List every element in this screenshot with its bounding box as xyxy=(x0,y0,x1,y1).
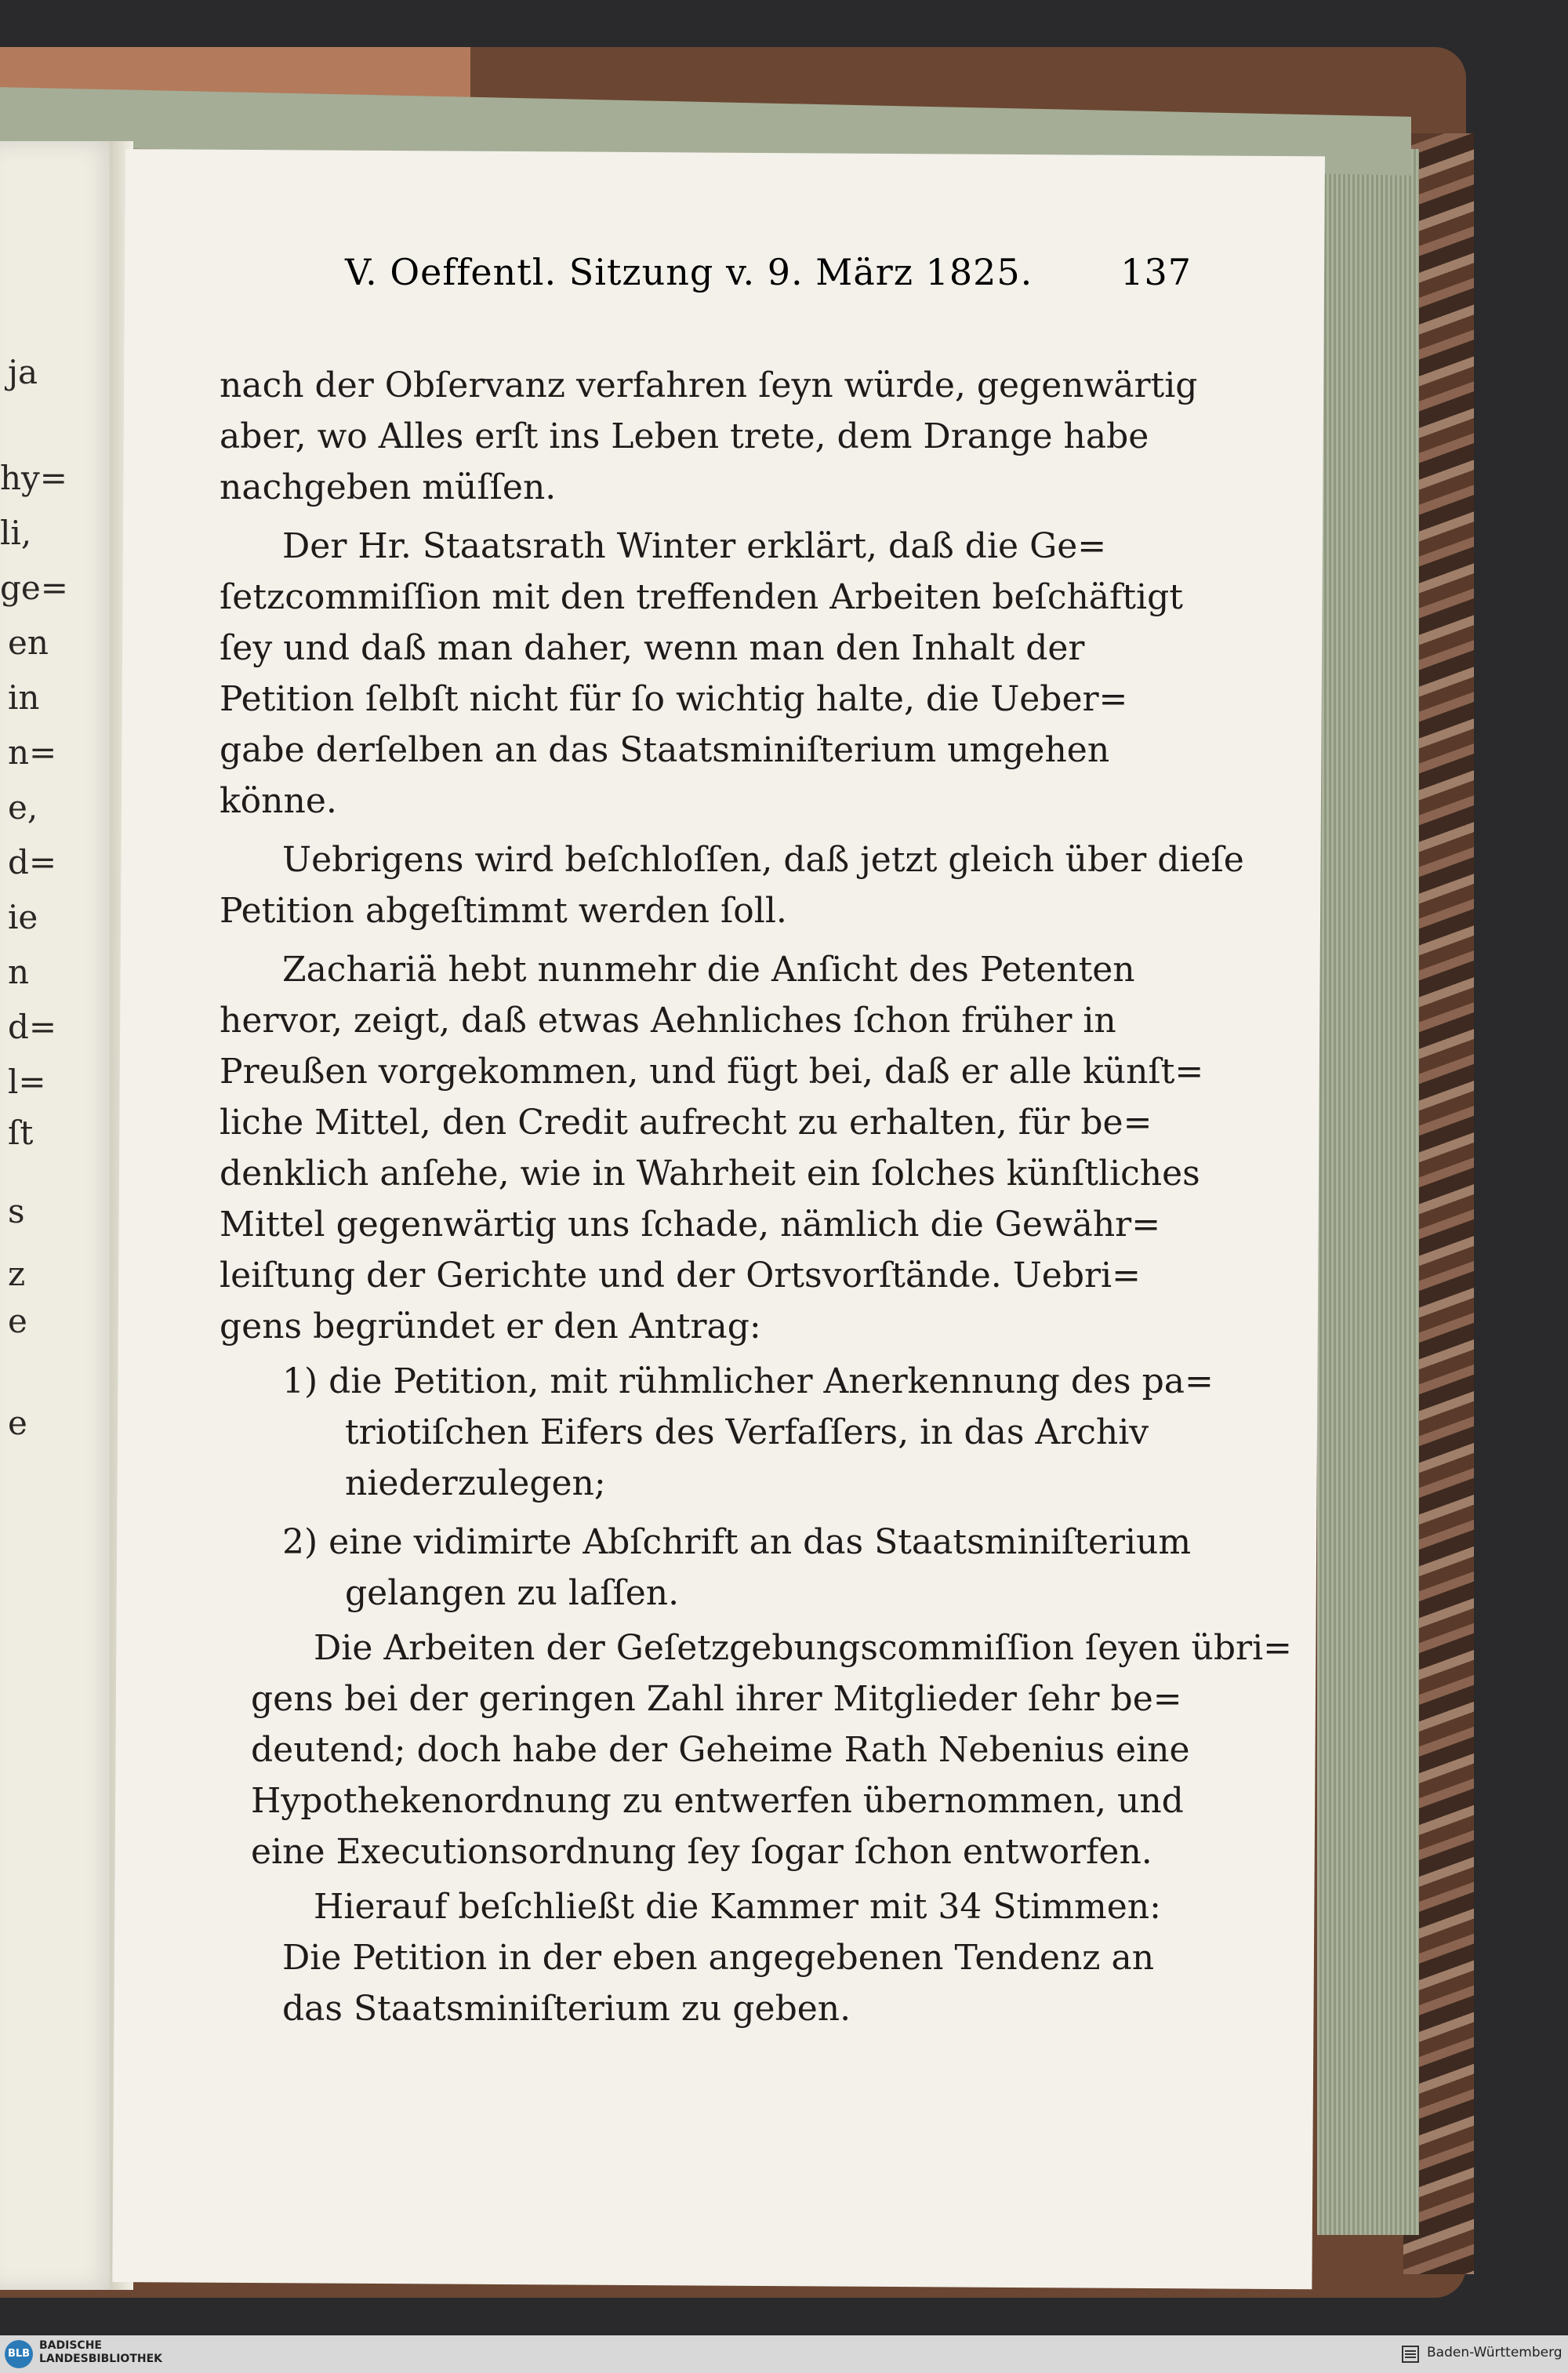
library-name-line2: LANDESBIBLIOTHEK xyxy=(39,2353,163,2365)
text-line: Uebrigens wird beſchloſſen, daß jetzt gleich über dieſe xyxy=(282,840,1244,880)
left-page-fragment: n= xyxy=(8,733,57,772)
left-page-fragment: en xyxy=(8,623,49,662)
page-number: 137 xyxy=(1120,251,1192,293)
text-line: aber, wo Alles erſt ins Leben trete, dem Drange habe xyxy=(220,416,1149,456)
left-page-fragment: n xyxy=(8,953,30,991)
text-line: liche Mittel, den Credit aufrecht zu erhalten, für be= xyxy=(220,1103,1152,1143)
left-page-fragment: ie xyxy=(8,898,38,936)
left-page xyxy=(0,141,122,2290)
left-page-fragment: z xyxy=(8,1255,26,1293)
left-page-fragment: ſt xyxy=(8,1114,34,1152)
text-line: gens bei der geringen Zahl ihrer Mitglieder ſehr be= xyxy=(251,1679,1182,1719)
text-line: Preußen vorgekommen, und fügt bei, daß er alle künſt= xyxy=(220,1052,1204,1092)
text-line: 1) die Petition, mit rühmlicher Anerkennung des pa= xyxy=(282,1361,1214,1401)
text-line: eine Executionsordnung ſey ſogar ſchon entworfen. xyxy=(251,1832,1152,1872)
left-page-fragment: ge= xyxy=(0,569,68,607)
text-line: denklich anſehe, wie in Wahrheit ein ſolches künſtliches xyxy=(220,1154,1200,1194)
text-line: Der Hr. Staatsrath Winter erklärt, daß die Ge= xyxy=(282,526,1107,566)
left-page-fragment: hy= xyxy=(0,459,67,497)
text-line: nach der Obſervanz verfahren ſeyn würde, gegenwärtig xyxy=(220,365,1198,405)
left-page-fragment: e xyxy=(8,1404,27,1442)
running-header xyxy=(345,251,1192,306)
text-line: triotiſchen Eifers des Verfaſſers, in das Archiv xyxy=(345,1412,1149,1452)
text-line: Hierauf beſchließt die Kammer mit 34 Stimmen: xyxy=(314,1887,1161,1927)
header-title: V. Oeffentl. Sitzung v. 9. März 1825. xyxy=(345,251,1033,293)
text-line: hervor, zeigt, daß etwas Aehnliches ſchon früher in xyxy=(220,1001,1116,1041)
left-page-fragment: d= xyxy=(8,1008,57,1046)
state-name: Baden-Württemberg xyxy=(1427,2345,1563,2360)
text-line: 2) eine vidimirte Abſchrift an das Staatsminiſterium xyxy=(282,1522,1192,1562)
left-page-fragment: ja xyxy=(8,353,38,391)
text-line: leiſtung der Gerichte und der Ortsvorſtände. Uebri= xyxy=(220,1256,1141,1296)
left-page-fragment: li, xyxy=(0,514,32,552)
text-line: nachgeben müſſen. xyxy=(220,467,557,507)
text-line: das Staatsminiſterium zu geben. xyxy=(282,1989,851,2029)
text-line: Zachariä hebt nunmehr die Anſicht des Petenten xyxy=(282,950,1135,990)
text-line: Hypothekenordnung zu entwerfen übernommen, und xyxy=(251,1781,1184,1821)
text-line: Die Arbeiten der Geſetzgebungscommiſſion ſeyen übri= xyxy=(314,1628,1293,1668)
text-line: gens begründet er den Antrag: xyxy=(220,1306,761,1346)
page-edge-lines xyxy=(1317,149,1419,2235)
left-page-fragment: s xyxy=(8,1192,25,1230)
text-line: gabe derſelben an das Staatsminiſterium umgehen xyxy=(220,730,1110,770)
blb-logo-icon: BLB xyxy=(5,2340,33,2368)
text-line: ſey und daß man daher, wenn man den Inhalt der xyxy=(220,628,1085,668)
baden-wuerttemberg-crest-icon xyxy=(1400,2344,1421,2364)
left-page-fragment: e xyxy=(8,1302,27,1340)
text-line: Petition abgeſtimmt werden ſoll. xyxy=(220,891,787,931)
text-line: niederzulegen; xyxy=(345,1463,606,1503)
library-name-line1: BADISCHE xyxy=(39,2339,102,2352)
text-line: gelangen zu laſſen. xyxy=(345,1573,680,1613)
text-line: könne. xyxy=(220,781,337,821)
text-line: Mittel gegenwärtig uns ſchade, nämlich die Gewähr= xyxy=(220,1205,1161,1245)
left-page-fragment: in xyxy=(8,678,40,717)
text-line: deutend; doch habe der Geheime Rath Nebenius eine xyxy=(251,1730,1190,1770)
left-page-fragment: e, xyxy=(8,788,38,827)
left-page-fragment: d= xyxy=(8,843,57,881)
library-name xyxy=(39,2339,162,2366)
text-line: Die Petition in der eben angegebenen Tendenz an xyxy=(282,1938,1155,1978)
left-page-fragment: l= xyxy=(8,1063,46,1101)
footer-bar xyxy=(0,2335,1568,2373)
text-line: Petition ſelbſt nicht für ſo wichtig halte, die Ueber= xyxy=(220,679,1128,719)
text-line: ſetzcommiſſion mit den treffenden Arbeiten beſchäftigt xyxy=(220,577,1183,617)
